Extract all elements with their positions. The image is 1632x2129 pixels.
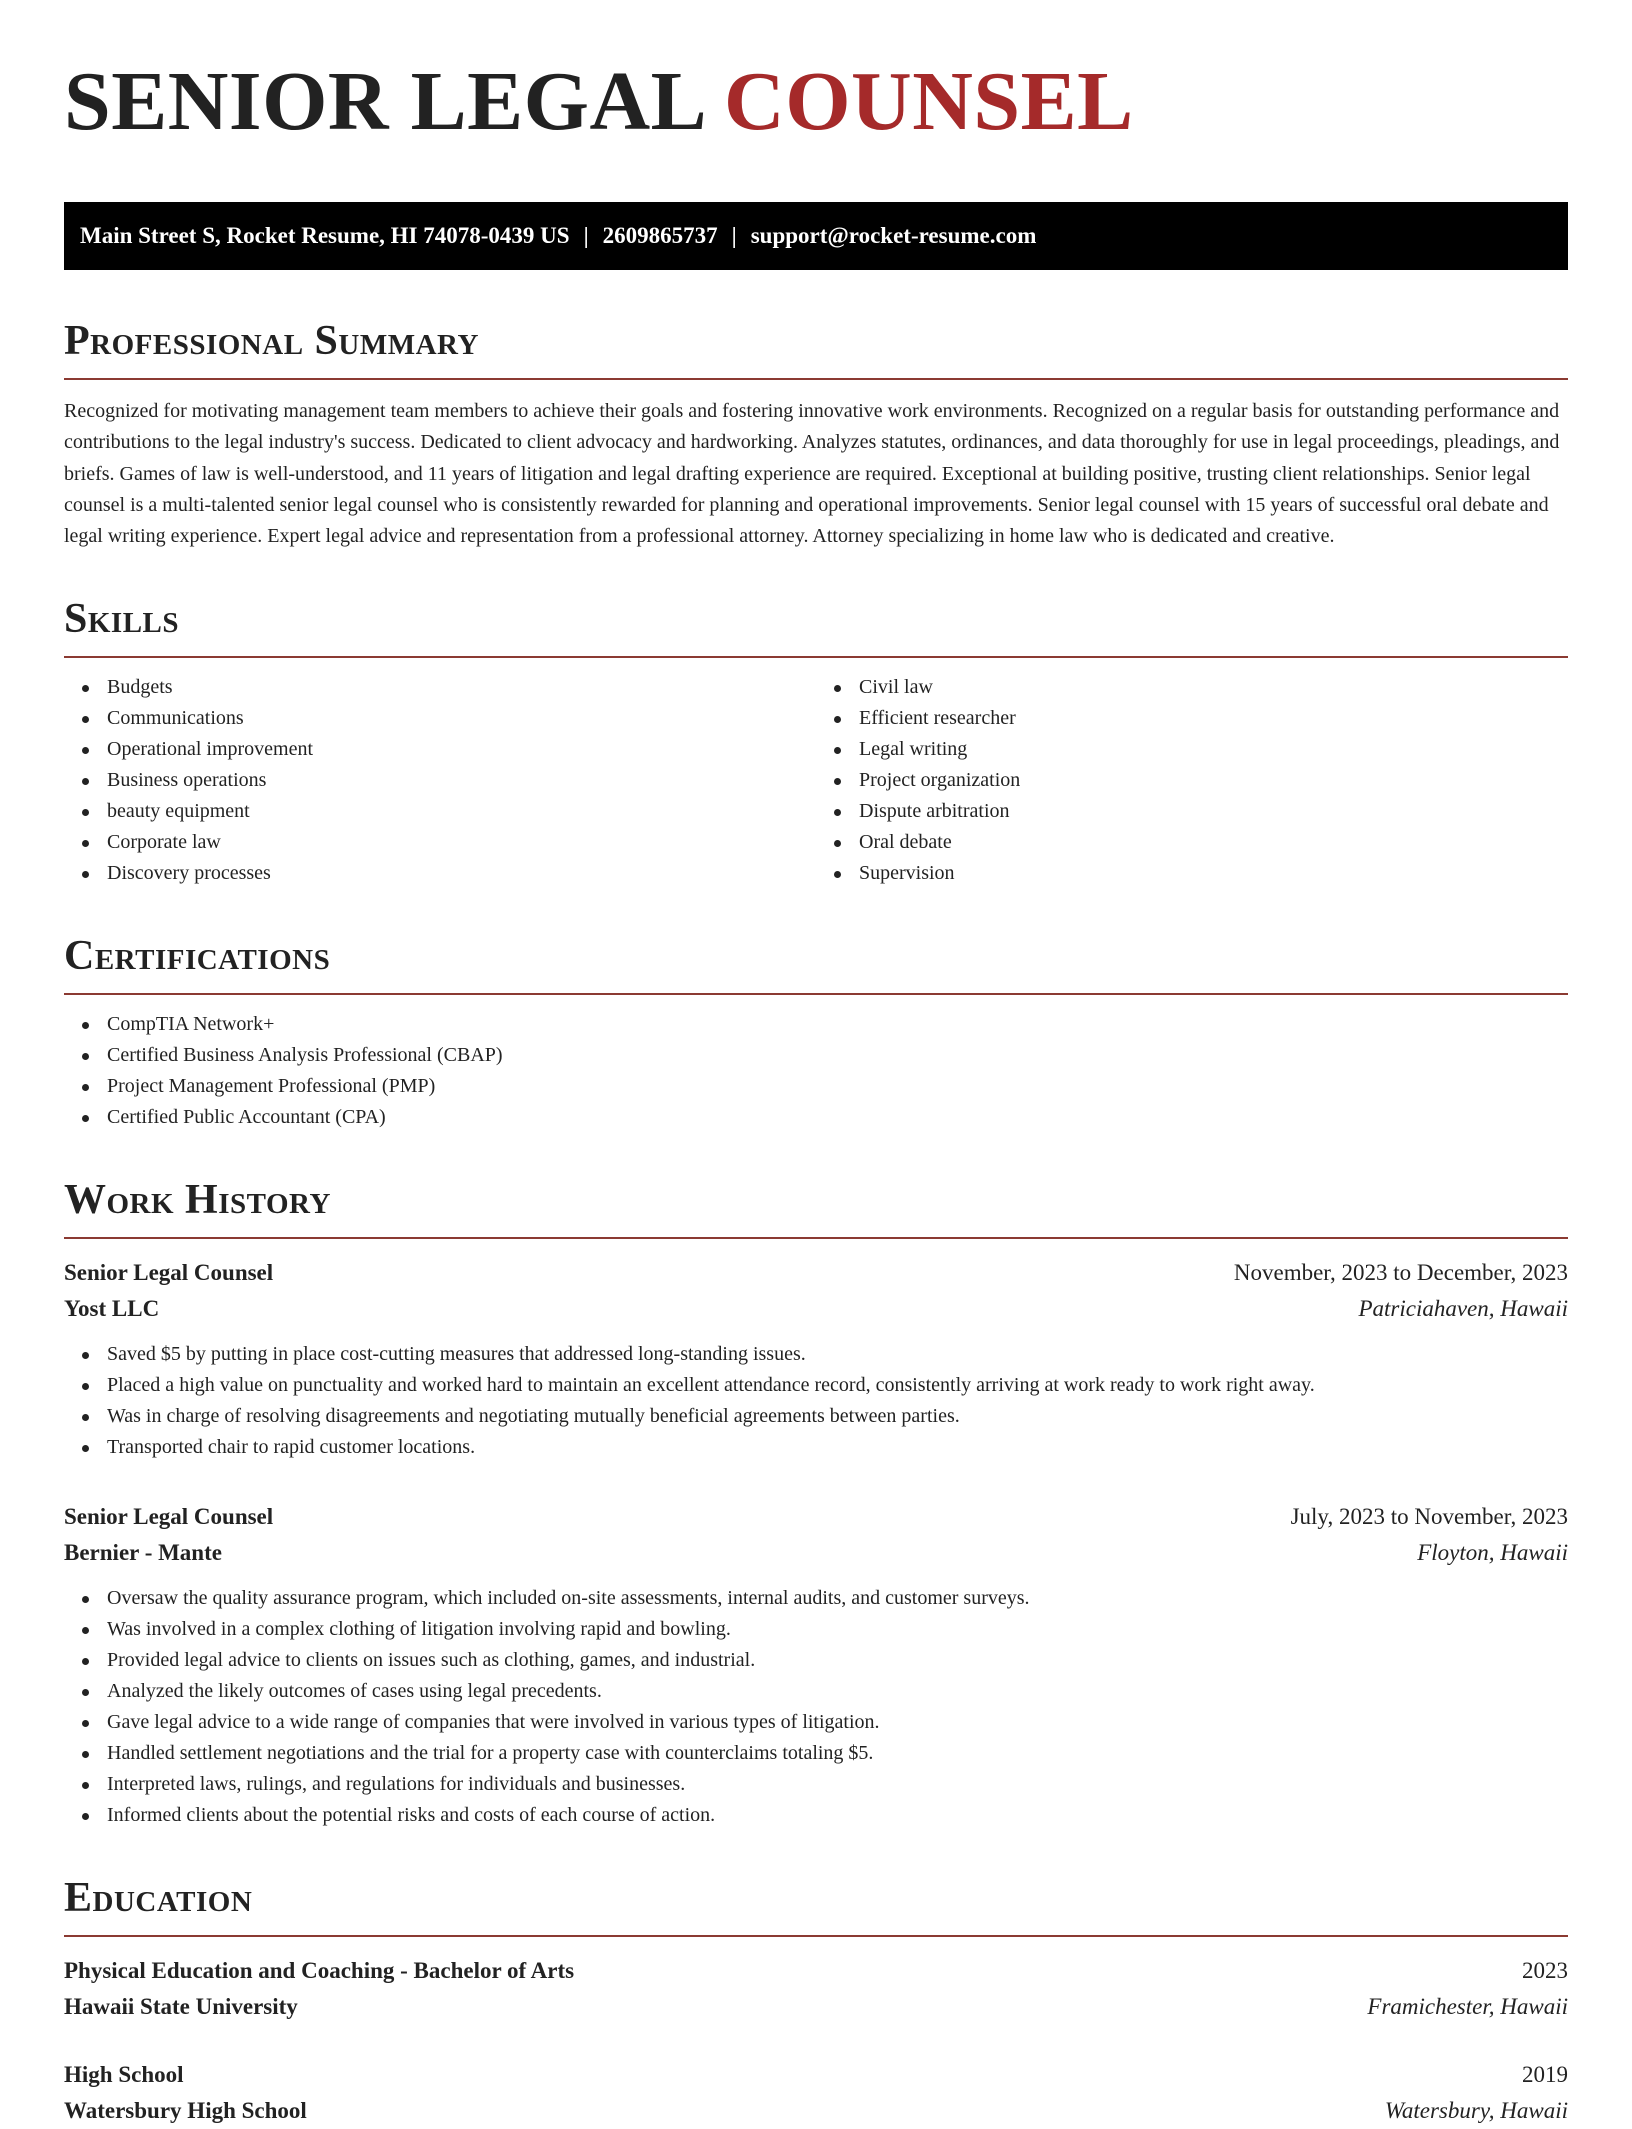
job-company: Yost LLC	[64, 1296, 160, 1322]
job-duty-item: Analyzed the likely outcomes of cases using legal precedents.	[64, 1676, 1568, 1707]
skills-grid	[64, 658, 1568, 889]
education-school: Hawaii State University	[64, 1994, 298, 2020]
education-degree-row	[64, 1953, 1568, 1989]
contact-address: Main Street S, Rocket Resume, HI 74078-0439 US	[80, 223, 570, 248]
job-dates: July, 2023 to November, 2023	[1290, 1504, 1568, 1530]
summary-text: Recognized for motivating management team members to achieve their goals and fostering innovative work environments. Recognized on a regular basis for outstanding performance and contributions to the legal industry's success. Dedicated to client advocacy and hardworking. Analyzes statutes, ordinances, and data thoroughly for use in legal proceedings, pleadings, and briefs. Games of law is well-understood, and 11 years of litigation and legal drafting experience are required. Exceptional at building positive, trusting client relationships. Senior legal counsel is a multi-talented senior legal counsel who is consistently rewarded for planning and operational improvements. Senior legal counsel with 15 years of successful oral debate and legal writing experience. Expert legal advice and representation from a professional attorney. Attorney specializing in home law who is dedicated and creative.	[64, 400, 1560, 548]
title-accent-part: COUNSEL	[724, 55, 1134, 148]
job-duty-item: Saved $5 by putting in place cost-cutting measures that addressed long-standing issues.	[64, 1339, 1568, 1370]
certification-item: Certified Business Analysis Professional (CBAP)	[64, 1040, 1568, 1071]
job-company-row	[64, 1291, 1568, 1327]
contact-bar	[64, 202, 1568, 270]
job-header-row	[64, 1255, 1568, 1291]
skills-column-right	[816, 672, 1568, 889]
education-entry	[64, 1953, 1568, 2025]
job-duty-item: Was in charge of resolving disagreements and negotiating mutually beneficial agreements between parties.	[64, 1401, 1568, 1432]
job-company: Bernier - Mante	[64, 1540, 222, 1566]
job-duty-item: Gave legal advice to a wide range of companies that were involved in various types of litigation.	[64, 1707, 1568, 1738]
job-dates: November, 2023 to December, 2023	[1233, 1260, 1568, 1286]
skill-item: Legal writing	[816, 734, 1568, 765]
job-duty-item: Was involved in a complex clothing of litigation involving rapid and bowling.	[64, 1614, 1568, 1645]
skills-heading: Skills	[64, 594, 1568, 658]
summary-heading: Professional Summary	[64, 316, 1568, 380]
skills-section	[64, 594, 1568, 889]
education-heading: Education	[64, 1873, 1568, 1937]
education-degree: Physical Education and Coaching - Bachelor of Arts	[64, 1958, 575, 1984]
job-entry	[64, 1255, 1568, 1463]
skills-column-left	[64, 672, 816, 889]
skill-item: Oral debate	[816, 827, 1568, 858]
education-year: 2019	[1522, 2062, 1568, 2088]
work-history-section	[64, 1175, 1568, 1831]
job-duties-list	[64, 1583, 1568, 1831]
education-school-row	[64, 2093, 1568, 2129]
education-location: Framichester, Hawaii	[1367, 1994, 1568, 2020]
certification-item: Project Management Professional (PMP)	[64, 1071, 1568, 1102]
skill-item: Supervision	[816, 858, 1568, 889]
skill-item: Discovery processes	[64, 858, 816, 889]
skill-item: Efficient researcher	[816, 703, 1568, 734]
skill-item: beauty equipment	[64, 796, 816, 827]
job-duty-item: Placed a high value on punctuality and worked hard to maintain an excellent attendance record, consistently arriving at work ready to work right away.	[64, 1370, 1568, 1401]
skill-item: Corporate law	[64, 827, 816, 858]
skill-item: Business operations	[64, 765, 816, 796]
skill-item: Civil law	[816, 672, 1568, 703]
job-duties-list	[64, 1339, 1568, 1463]
education-school-row	[64, 1989, 1568, 2025]
contact-phone: 2609865737	[602, 223, 718, 248]
education-degree-row	[64, 2057, 1568, 2093]
summary-section	[64, 316, 1568, 552]
education-degree: High School	[64, 2062, 184, 2088]
education-location: Watersbury, Hawaii	[1384, 2098, 1568, 2124]
education-entry	[64, 2057, 1568, 2129]
skill-item: Operational improvement	[64, 734, 816, 765]
contact-separator: |	[731, 223, 737, 248]
job-duty-item: Provided legal advice to clients on issues such as clothing, games, and industrial.	[64, 1645, 1568, 1676]
certification-item: CompTIA Network+	[64, 1009, 1568, 1040]
skill-item: Project organization	[816, 765, 1568, 796]
job-duty-item: Handled settlement negotiations and the trial for a property case with counterclaims totaling $5.	[64, 1738, 1568, 1769]
skill-item: Communications	[64, 703, 816, 734]
job-duty-item: Transported chair to rapid customer locations.	[64, 1432, 1568, 1463]
title-first-part: SENIOR LEGAL	[64, 55, 703, 148]
job-company-row	[64, 1535, 1568, 1571]
education-year: 2023	[1522, 1958, 1568, 1984]
job-duty-item: Oversaw the quality assurance program, which included on-site assessments, internal audits, and customer surveys.	[64, 1583, 1568, 1614]
job-duty-item: Informed clients about the potential risks and costs of each course of action.	[64, 1800, 1568, 1831]
job-title: Senior Legal Counsel	[64, 1260, 274, 1286]
job-duty-item: Interpreted laws, rulings, and regulations for individuals and businesses.	[64, 1769, 1568, 1800]
certifications-section	[64, 931, 1568, 1133]
education-section	[64, 1873, 1568, 2129]
education-school: Watersbury High School	[64, 2098, 307, 2124]
job-entry	[64, 1499, 1568, 1831]
skill-item: Dispute arbitration	[816, 796, 1568, 827]
contact-separator: |	[583, 223, 589, 248]
job-header-row	[64, 1499, 1568, 1535]
resume-title	[64, 52, 1568, 152]
job-location: Patriciahaven, Hawaii	[1358, 1296, 1568, 1322]
skill-item: Budgets	[64, 672, 816, 703]
certifications-list	[64, 1009, 1568, 1133]
contact-email: support@rocket-resume.com	[750, 223, 1037, 248]
job-location: Floyton, Hawaii	[1417, 1540, 1568, 1566]
certifications-heading: Certifications	[64, 931, 1568, 995]
work-history-heading: Work History	[64, 1175, 1568, 1239]
job-title: Senior Legal Counsel	[64, 1504, 274, 1530]
certification-item: Certified Public Accountant (CPA)	[64, 1102, 1568, 1133]
